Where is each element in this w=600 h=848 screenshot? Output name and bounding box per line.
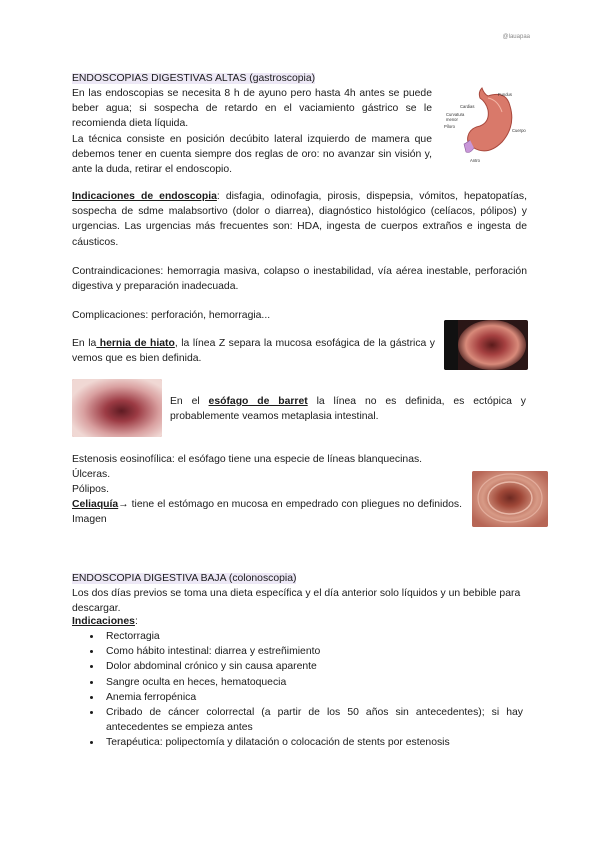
hernia-hiato-paragraph <box>72 336 435 366</box>
barret-post: la línea no es definida, es ectópica y probablemente veamos metaplasia intestinal. <box>170 396 526 423</box>
celiaquia-label: Celiaquía <box>72 499 119 510</box>
list-item: • Cribado de cáncer colorrectal (a partir de los 50 años sin antecedentes); si hay antecedentes se empieza antes <box>102 705 523 735</box>
list-item: • Anemia ferropénica <box>102 690 523 705</box>
list-item: • Sangre oculta en heces, hematoquecia <box>102 675 523 690</box>
label-piloro: Píloro <box>444 124 455 129</box>
lower-indicaciones-list <box>68 629 523 751</box>
lower-intro: Los dos días previos se toma una dieta específica y el día anterior solo líquidos y un bebible para descargar. <box>72 588 521 615</box>
list-item: • Terapéutica: polipectomía y dilatación o colocación de stents por estenosis <box>102 735 523 750</box>
hernia-pre: En la <box>72 338 97 349</box>
barret-paragraph <box>170 394 526 424</box>
list-item: • Rectorragia <box>102 629 523 644</box>
upper-title-text: ENDOSCOPIAS DIGESTIVAS ALTAS (gastroscopia) <box>72 73 316 84</box>
polipos-text: Pólipos. <box>72 484 109 496</box>
section-title-lower <box>72 571 527 586</box>
celiaquia-paragraph <box>72 497 462 527</box>
barret-label: esófago de barret <box>208 396 308 407</box>
list-item: • Como hábito intestinal: diarrea y estreñimiento <box>102 644 523 659</box>
label-cuerpo: Cuerpo <box>512 128 526 133</box>
celiaquia-text: → tiene el estómago en mucosa en empedrado con pliegues no definidos. Imagen <box>72 499 462 526</box>
list-item: • Dolor abdominal crónico y sin causa aparente <box>102 659 523 674</box>
lower-indicaciones-heading <box>72 614 527 629</box>
label-antro: Antro <box>470 158 481 163</box>
label-fundus: Fundus <box>498 92 512 97</box>
label-cardias: Cardias <box>460 104 475 109</box>
estenosis-text: Estenosis eosinofílica: el esófago tiene una especie de líneas blanquecinas. <box>72 454 423 465</box>
intro-paragraph-2: La técnica consiste en posición decúbito lateral izquierdo de mamera que debemos tener en cuenta siempre dos reglas de oro: no avanzar sin visión y, ante la duda, retirar el endoscopio. <box>72 133 432 176</box>
label-curvatura-menor: Curvatura menor <box>446 112 465 122</box>
lower-title-text: ENDOSCOPIA DIGESTIVA BAJA (colonoscopia) <box>72 573 297 584</box>
other-findings <box>72 452 472 498</box>
complicaciones: Complicaciones: perforación, hemorragia... <box>72 310 271 321</box>
hernia-label: hernia de hiato <box>96 338 175 349</box>
barret-pre: En el <box>170 396 209 407</box>
lower-indicaciones-colon: : <box>134 616 138 627</box>
lower-indicaciones-label: Indicaciones <box>72 616 135 627</box>
indicaciones-text: : disfagia, odinofagia, pirosis, dispepsia, vómitos, hepatopatías, sospecha de sdme malabsortivo (dolor o diarrea), diagnóstico histológico (celíacos, pólipos) y urgencias. Las urgencias más frecuentes son: HDA, ingesta de cuerpos extraños e ingesta de cáusticos. <box>72 191 527 248</box>
barret-image <box>72 379 162 437</box>
upper-intro <box>72 86 432 177</box>
intro-paragraph-1: En las endoscopias se necesita 8 h de ayuno pero hasta 4h antes se puede beber agua; si sospecha de retardo en el vaciamiento gástrico se le recomienda dieta líquida. <box>72 88 432 130</box>
hernia-post: , la línea Z separa la mucosa esofágica de la gástrica y vemos que es bien definida. <box>72 338 435 365</box>
stomach-diagram <box>440 82 530 168</box>
watermark: @lauapaa <box>502 34 530 40</box>
indicaciones-label: Indicaciones de endoscopia <box>72 191 217 202</box>
celiaquia-image <box>472 471 548 527</box>
indicaciones-endoscopia <box>72 189 527 250</box>
contraindicaciones: Contraindicaciones: hemorragia masiva, colapso o inestabilidad, vía aérea inestable, perforación digestiva y preparación inadecuada. <box>72 266 527 293</box>
section-title-upper <box>72 71 432 86</box>
ulceras-text: Úlceras. <box>72 469 111 481</box>
hernia-hiato-image <box>444 320 528 370</box>
